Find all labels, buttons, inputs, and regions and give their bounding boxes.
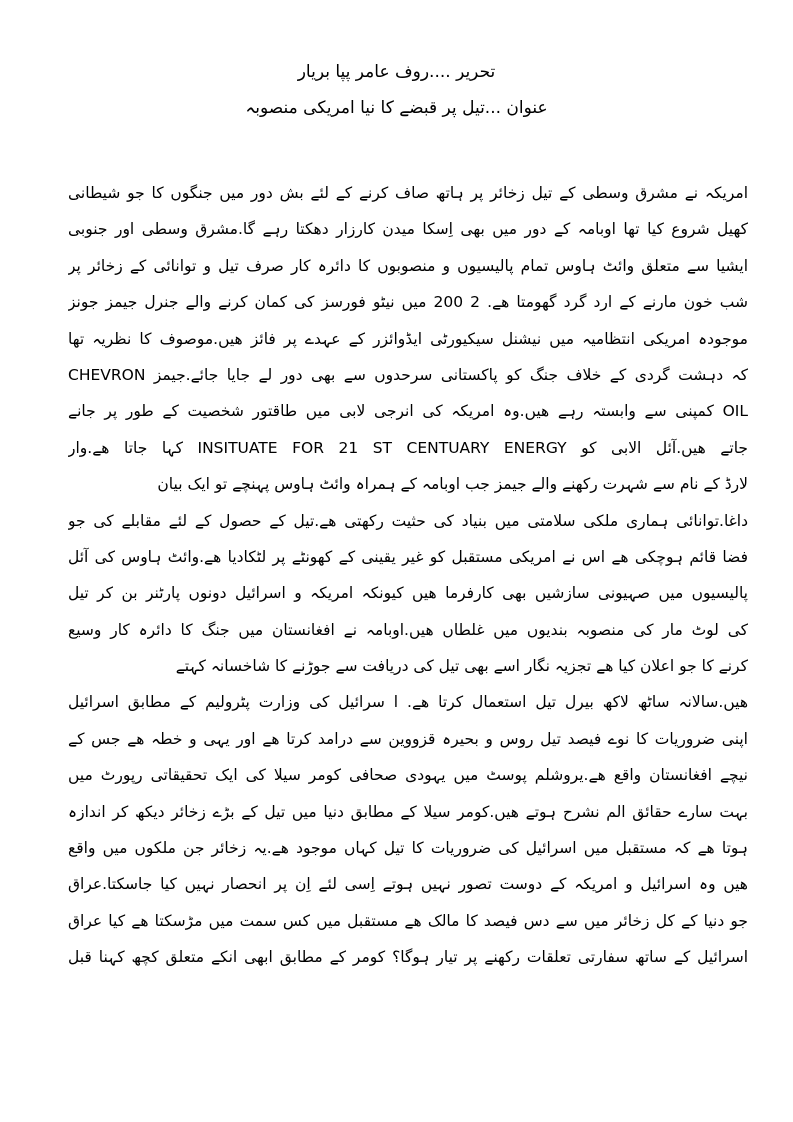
body-line: فضا قائم ہوچکی ھے اس نے امریکی مستقبل کو غیر یقینی کے کھونٹے پر لٹکادیا ھے.وائٹ ہاوس کی آئل — [68, 547, 748, 566]
body-line: موجودہ امریکی انتظامیہ میں نیشنل سیکیورٹی ایڈوائزر کے عہدے پر فائز ھیں.موصوف کا نظریہ تھا — [68, 329, 748, 348]
body-line: OIL کمپنی سے وابستہ رہے ھیں.وہ امریکہ کی انرجی لابی میں طاقتور شخصیت کے طور پر جانے — [68, 402, 748, 421]
body-line: جاتے ھیں.آئل الابی کو INSITUATE FOR 21 ST CENTUARY ENERGY کہا جاتا ھے.وار — [68, 438, 748, 457]
body-line: کی لوٹ مار کی منصوبہ بندیوں میں غلطاں ھیں.اوبامہ نے افغانستان میں جنگ کا دائرہ کار وسیع — [68, 620, 748, 639]
body-line: کھیل شروع کیا تھا اوبامہ کے دور میں بھی اِسکا میدن کارزار دھکتا رہے گا.مشرق وسطی اور جنوبی — [68, 220, 748, 239]
title-line: عنوان ...تیل پر قبضے کا نیا امریکی منصوبہ — [245, 98, 548, 118]
article-body — [68, 175, 748, 976]
body-line: نیچے افغانستان واقع ھے.یروشلم پوسٹ میں یہودی صحافی کومر سیلا کی ایک تحقیقاتی رپورٹ میں — [68, 766, 748, 785]
author-line: تحریر ....روف عامر پپا بریار — [297, 62, 496, 82]
body-line: کہ دہشت گردی کے خلاف جنگ کو پاکستانی سرحدوں سے بھی دور لے جایا جائے.جیمز CHEVRON — [68, 365, 748, 384]
body-line: شب خون مارنے کے ارد گرد گھومتا ھے. 2 200 میں نیٹو فورسز کی کمان کرنے والے جنرل جیمز جونز — [68, 293, 748, 312]
body-line: کرنے کا جو اعلان کیا ھے تجزیہ نگار اسے بھی تیل کی دریافت سے جوڑنے کا شاخسانہ کہتے — [175, 657, 748, 676]
body-line: ھیں.سالانہ ساٹھ لاکھ بیرل تیل استعمال کرتا ھے. ا سرائیل کی وزارت پٹرولیم کے مطابق اسرائیل — [68, 693, 748, 712]
body-line: امریکہ نے مشرق وسطی کے تیل زخائر پر ہاتھ صاف کرنے کے لئے بش دور میں جنگوں کا جو شیطانی — [68, 184, 748, 202]
body-line: ایشیا سے متعلق وائٹ ہاوس تمام پالیسیوں و منصوبوں کا دائرہ کار صرف تیل و توانائی کے زخائر پر — [68, 256, 748, 275]
body-line: اسرائیل کے ساتھ سفارتی تعلقات رکھنے پر تیار ہوگا؟ کومر کے مطابق ابھی انکے متعلق کچھ کہنا قبل — [68, 948, 748, 967]
body-line: جو دنیا کے کل زخائر میں سے دس فیصد کا مالک ھے مستقبل میں کس سمت میں مڑسکتا ھے کیا عراق — [68, 911, 748, 930]
body-line: ہوتا ھے کہ مستقبل میں اسرائیل کی ضروریات کا تیل کہاں موجود ھے.یہ زخائر جن ملکوں میں واقع — [68, 839, 748, 858]
body-line: اپنی ضروریات کا نوے فیصد تیل روس و بحیرہ قزووین سے درامد کرتا ھے اور یہی و خطہ ھے جس کے — [68, 729, 748, 748]
body-line: لارڈ کے نام سے شہرت رکھنے والے جیمز جب اوبامہ کے ہمراہ وائٹ ہاوس پہنچے تو ایک بیان — [157, 475, 748, 494]
body-line: ھیں وہ اسرائیل و امریکہ کے دوست تصور نہیں ہوتے اِسی لئے اِن پر انحصار نہیں کیا جاسکتا.عراق — [68, 875, 748, 894]
body-line: بہت سارے حقائق الم نشرح ہوتے ھیں.کومر سیلا کے مطابق دنیا میں تیل کے بڑے زخائر دیکھ کر اندازہ — [68, 802, 748, 821]
body-line: داغا.توانائی ہماری ملکی سلامتی میں بنیاد کی حثیت رکھتی ھے.تیل کے حصول کے لئے مقابلے کی جو — [68, 511, 748, 530]
body-line: پالیسیوں میں صہیونی سازشیں بھی کارفرما ھیں کیونکہ امریکہ و اسرائیل دونوں پارٹنر بن کر تیل — [68, 584, 748, 603]
